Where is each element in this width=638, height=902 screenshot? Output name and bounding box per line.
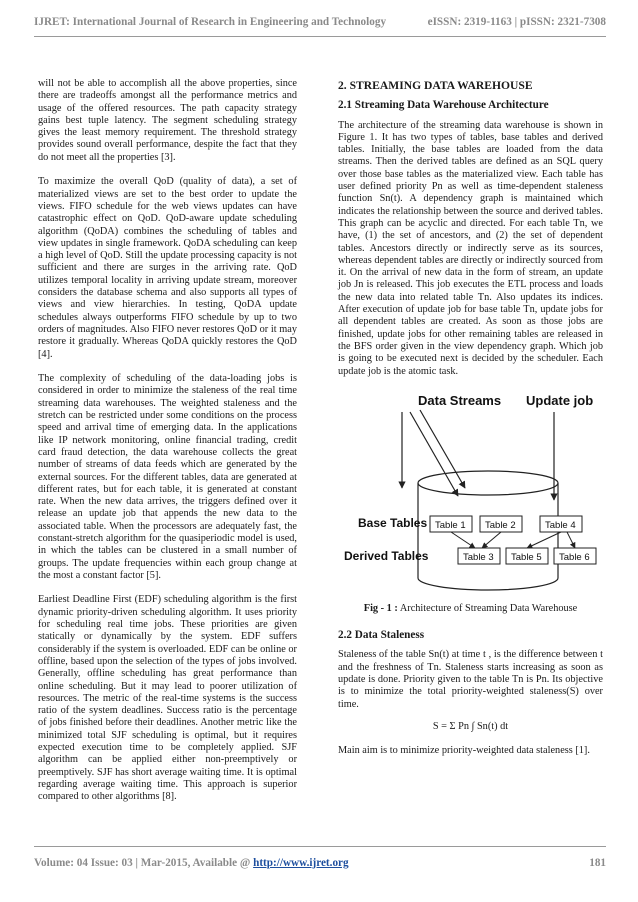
table-label: Table 4 bbox=[545, 519, 576, 531]
right-column bbox=[338, 80, 603, 770]
page-number: 181 bbox=[589, 857, 606, 869]
journal-link[interactable]: http://www.ijret.org bbox=[253, 857, 349, 869]
paragraph: To maximize the overall QoD (quality of data), a set of materialized views are set to the best order to update the views. FIFO schedule for the web views updates can have catastrophic effect on QoD. QoD-aware update scheduling algorithm (QoDA) combines the scheduling of tables and view updates in single framework. QoDA scheduling can keep a high level of QoD. Still the update processing capacity is not sufficient and there are surges in the arriving rate. QoD utilizes temporal locality in arriving update stream, moreover considers the database schema and also supports all types of views and view hierarchies. In testing, QoDA update schedules always outperforms FIFO schedule by up to two orders of magnitudes. Also FIFO never restores QoD or it may restore it gradually. Whereas QoDA quickly restores the QoD [4]. bbox=[38, 176, 297, 360]
paragraph: The complexity of scheduling of the data-loading jobs is considered in order to minimize the staleness of the real time streaming data warehouses. The weighted staleness and the stretch can be restricted under some conditions on the process speed and arrival time of emerging data. In the applications like IP network monitoring, online financial trading, credit card fraud detection, the data warehouse collects the great number of streams of data feeds which are generated by the external sources. For the different tables, data are generated at different rates, but for each table, it is generated at constant rate. When the new data arrives, the triggers defined over it release an update job that appends the new data to the associated table. When the processors are adequately fast, the constant-stretch algorithm for the quasiperiodic model is used, in which the tables can be clustered in a small number of groups. The update frequencies within each group change at the most a constant factor [5]. bbox=[38, 373, 297, 581]
update-job-label: Update job bbox=[526, 392, 594, 408]
paragraph: Main aim is to minimize priority-weighted data staleness [1]. bbox=[338, 745, 590, 757]
dependency-arrow bbox=[567, 532, 575, 548]
figure-caption bbox=[338, 603, 603, 615]
volume-text: Volume: 04 Issue: 03 | Mar-2015, Available @ bbox=[34, 857, 254, 869]
table-label: Table 5 bbox=[511, 551, 542, 563]
warehouse-cylinder-top bbox=[418, 471, 558, 495]
header-rule bbox=[34, 36, 606, 37]
journal-title: IJRET: International Journal of Research in Engineering and Technology bbox=[34, 16, 387, 28]
dependency-arrow bbox=[482, 532, 501, 548]
footer-volume bbox=[34, 857, 349, 869]
caption-label: Fig - 1 : bbox=[363, 602, 398, 614]
dependency-arrow bbox=[451, 532, 475, 548]
section-heading: 2. STREAMING DATA WAREHOUSE bbox=[338, 79, 533, 92]
architecture-diagram bbox=[340, 388, 598, 593]
paragraph: Earliest Deadline First (EDF) scheduling algorithm is the first dynamic priority-driven scheduling algorithm. It uses priority for scheduling real time jobs. These priorities are given statically or dynamically by the system. EDF suffers considerably if the system is overloaded. EDF can be online or offline, based upon the selection of the types of jobs involved. Generally, offline scheduling has great performance than online scheduling. But it may lead to poorer utilization of resources. The metric of the real-time systems is the success ratio of the system deadlines. Success ratio is the percentage of jobs finished before their deadlines. Another metric like the minimized total SJF scheduling is optimal, but it requires expected execution time to be completely applied. SJF algorithm can be applied either non-preemptively or preemptively. SJF has short average waiting time. It is optimal regarding average waiting time. This approach is superior compared to other algorithms [8]. bbox=[38, 594, 297, 803]
data-streams-arrow bbox=[410, 412, 458, 496]
architecture-figure bbox=[340, 388, 598, 593]
subsection-heading: 2.1 Streaming Data Warehouse Architecture bbox=[338, 99, 549, 112]
derived-tables-label: Derived Tables bbox=[344, 548, 429, 563]
paragraph: The architecture of the streaming data warehouse is shown in Figure 1. It has two types of tables, base tables and derived tables. Initially, the base tables are loaded from the data streams. Then the derived tables are defined as an SQL query over those base tables as the materialized view. Each table has user defined priority Pn as well as time-dependent staleness function Sn(t). A dependency graph is maintained which indicates the relationship between the source and derived tables. This graph can be acyclic and directed. For each table Tn, we have, (1) the set of ancestors, and (2) the set of dependent tables. Ancestors directly or indirectly serve as its sources, whereas dependent tables are directly or indirectly sourced from it. On the arrival of new data in the form of stream, an update job Jn is released. This job executes the ETL process and loads the new data into related table Tn. Also updates its indices. After execution of update job for base table Tn, update jobs for all dependent tables are created. As soon as those jobs are finished, update jobs for other remaining tables are released in the BFS order given in the view dependency graph. Which job is going to be executed next is decided by the scheduler. Each update job is the atomic task. bbox=[338, 119, 603, 377]
table-label: Table 2 bbox=[485, 519, 516, 531]
left-column bbox=[38, 78, 297, 816]
warehouse-cylinder bbox=[418, 483, 558, 590]
table-label: Table 6 bbox=[559, 551, 590, 563]
table-label: Table 3 bbox=[463, 551, 494, 563]
paragraph: will not be able to accomplish all the above properties, since there are tradeoffs amongst all the performance metrics and usage of the offered resources. The path capacity strategy gains best tuple latency. The segment scheduling strategy gives the least memory requirement. The threshold strategy provides sound overall performance, despite the fact that they do not meet all the properties [3]. bbox=[38, 78, 297, 163]
data-streams-arrow bbox=[420, 410, 465, 488]
table-label: Table 1 bbox=[435, 519, 466, 531]
data-streams-label: Data Streams bbox=[418, 392, 502, 408]
page-header bbox=[34, 12, 606, 34]
dependency-arrow bbox=[527, 532, 561, 548]
footer-rule bbox=[34, 846, 606, 847]
paragraph: Staleness of the table Sn(t) at time t , is the difference between t and the freshness of Tn. Staleness starts increasing as soon as update is done. Priority given to the table Tn is Pn. Its objective is to minimize the total priority-weighted staleness(S) over time. bbox=[338, 649, 603, 710]
caption-text: Architecture of Streaming Data Warehouse bbox=[399, 602, 578, 614]
base-tables-label: Base Tables bbox=[358, 515, 428, 530]
page-footer bbox=[34, 857, 606, 873]
staleness-formula: S = Σ Pn ∫ Sn(t) dt bbox=[432, 720, 509, 732]
issn: eISSN: 2319-1163 | pISSN: 2321-7308 bbox=[427, 16, 606, 28]
subsection-heading: 2.2 Data Staleness bbox=[338, 629, 425, 642]
